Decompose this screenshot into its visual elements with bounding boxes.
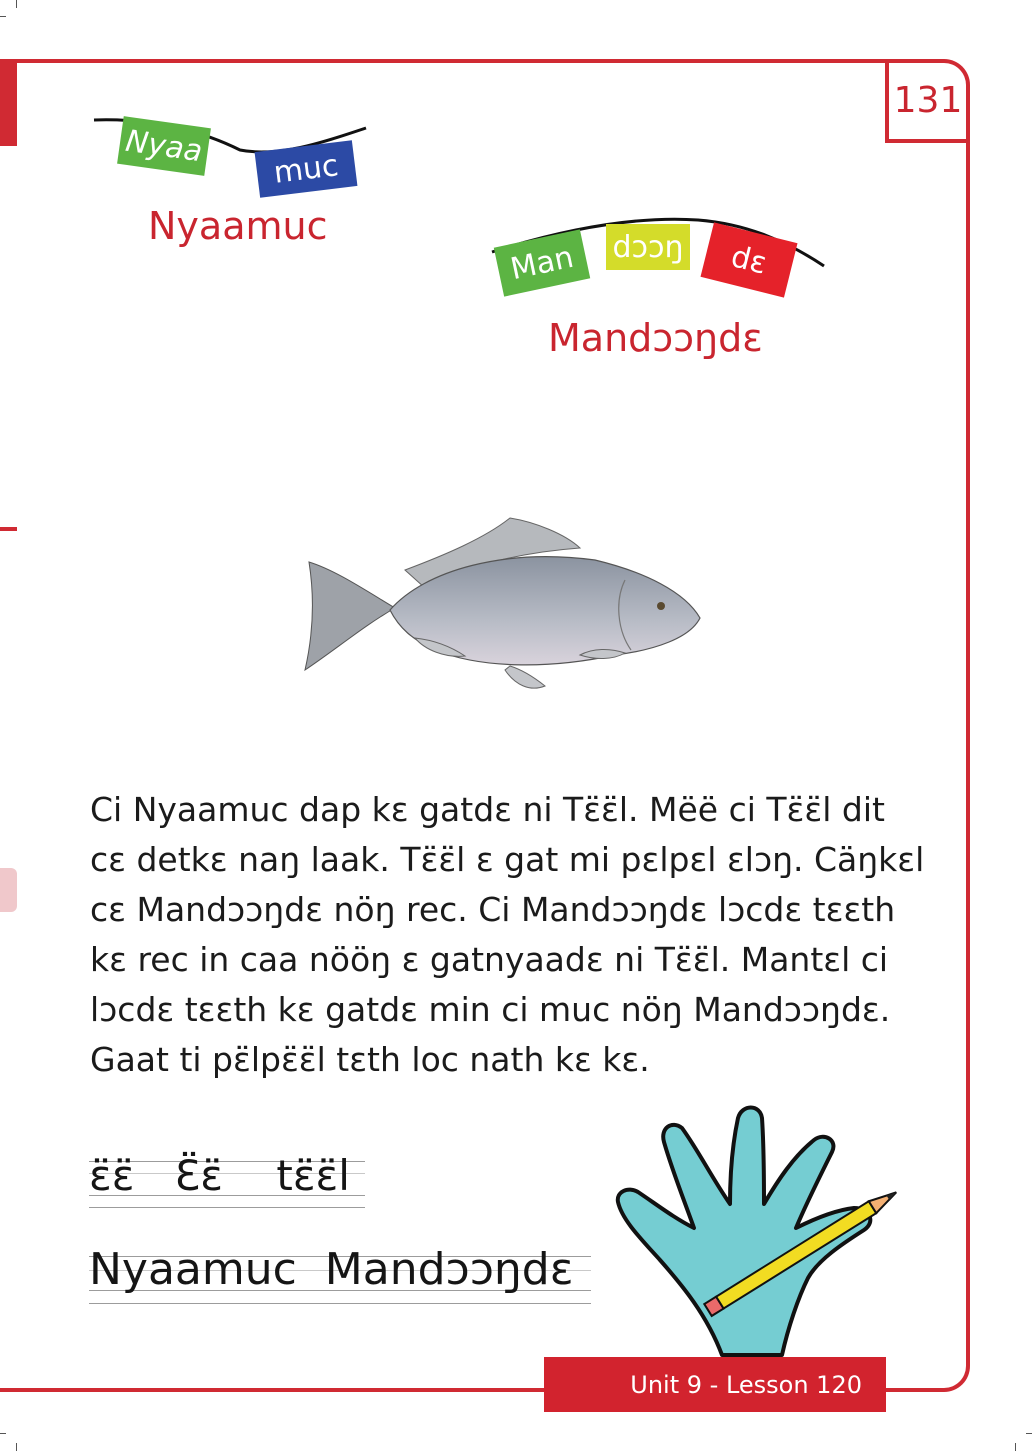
syllable-flag-2: dɔɔŋ (606, 224, 690, 270)
crop-mark (1026, 1433, 1032, 1434)
page-frame-corner (914, 1336, 970, 1392)
crop-mark (0, 16, 6, 17)
fish-illustration-icon (295, 510, 715, 700)
syllable-flag-1: Man (494, 229, 590, 296)
syllable-banner-nyaamuc (90, 110, 370, 200)
paragraph-line: lɔcdɛ tɛɛth kɛ gatdɛ min ci muc nöŋ Mandɔɔŋdɛ. (90, 990, 891, 1029)
page-frame-right (966, 88, 970, 1340)
crop-mark (16, 0, 17, 8)
practice-words: Nyaamuc Mandɔɔŋdɛ (89, 1244, 574, 1295)
crop-mark (0, 1433, 6, 1434)
edge-thumb-tab (0, 868, 17, 912)
lesson-label: Unit 9 - Lesson 120 (630, 1370, 862, 1399)
paragraph-line: Gaat ti pɛ̈lpɛ̈ɛ̈l tɛth loc nath kɛ kɛ. (90, 1040, 650, 1079)
guide-line (89, 1303, 591, 1304)
practice-letters: ɛ̈ɛ̈ Ɛ̈ɛ̈ tɛ̈ɛ̈l (89, 1151, 350, 1200)
paragraph-line: cɛ detkɛ naŋ laak. Tɛ̈ɛ̈l ɛ gat mi pɛlpɛl ɛlɔŋ. Cäŋkɛl (90, 840, 925, 879)
hand-with-pencil-icon (612, 1100, 902, 1360)
syllable-flag-1: Nyaa (117, 116, 211, 176)
paragraph-line: cɛ Mandɔɔŋdɛ nöŋ rec. Ci Mandɔɔŋdɛ lɔcdɛ tɛɛth (90, 890, 896, 929)
story-paragraph (90, 785, 940, 1085)
paragraph-line: Ci Nyaamuc dap kɛ gatdɛ ni Tɛ̈ɛ̈l. Mëë ci Tɛ̈ɛ̈l dit (90, 790, 885, 829)
crop-mark (1015, 1443, 1016, 1451)
word-mandoonde: Mandɔɔŋdɛ (548, 316, 763, 360)
lesson-footer (544, 1357, 886, 1412)
page-number: 131 (885, 61, 967, 143)
syllable-banner-mandoonde (488, 210, 828, 305)
page-frame-top (0, 59, 940, 63)
syllable-flag-3: dɛ (701, 222, 798, 297)
crop-mark (16, 1443, 17, 1451)
handwriting-practice-line-2 (89, 1244, 591, 1310)
syllable-flag-2: muc (255, 140, 358, 198)
edge-tab (0, 59, 17, 146)
handwriting-practice-line-1 (89, 1151, 365, 1215)
edge-tick (0, 527, 17, 531)
paragraph-line: kɛ rec in caa nööŋ ɛ gatnyaadɛ ni Tɛ̈ɛ̈l. Mantɛl ci (90, 940, 889, 979)
word-nyaamuc: Nyaamuc (148, 204, 328, 248)
guide-line (89, 1207, 365, 1208)
